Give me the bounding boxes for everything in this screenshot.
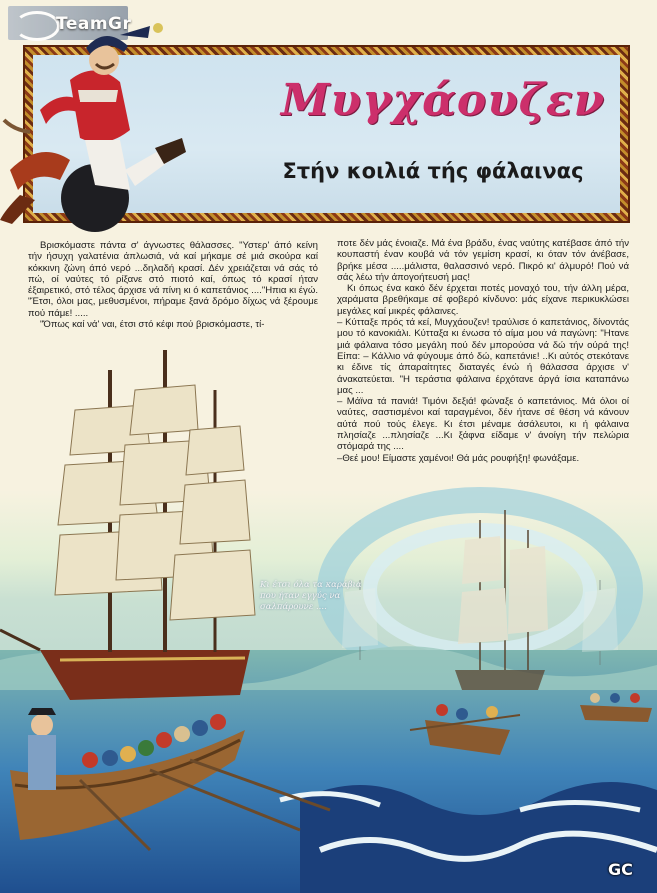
logo-text: TeamGr [56, 14, 132, 34]
paragraph: – Κύτταξε πρός τά κεί, Μυγχάουζεν! τραύλισε ό καπετάνιος, δίνοντάς μου τό κανοκιάλι. Κύτταξα κι ένωσα τό αίμα μου νά παγώνη: "Ητανε μιά φάλαινα τόσο μεγάλη πού δέν μπορούσα νά δώ τήν ούρά της! Είπα: – Κάλλιο νά φύγουμε άπό δώ, καπετάνιε! ..Κι αύτός στεκότανε κι έδινε τίς άπαραίτητες διαταγές ένώ ή θάλασσα άρχισε ν' άνακατεύεται. "Η τεράστια φάλαινα έρχότανε άργά ίσια καταπάνω μας ... [337, 317, 629, 396]
munchausen-illustration [0, 20, 200, 235]
paragraph: –Θεέ μου! Είμαστε χαμένοι! Θά μάς ρουφήξη! φωνάξαμε. [337, 452, 580, 464]
paragraph: ποτε δέν μάς ένοιαζε. Μά ένα βράδυ, ένας ναύτης κατέβασε άπό τήν κουπαστή έναν κουβά νά τόν γεμίση κρασί, κι όταν τόν άνέβασε, βρήκε μέσα .....μάλιστα, θαλασσινό νερό. Πικρό κι' άλμυρό! Πού νά σάς λέω τήν άπογοήτευσή μας! [337, 238, 629, 283]
paragraph: Βρισκόμαστε πάντα σ' άγνωστες θάλασσες. "Υστερ' άπό κείνη τήν ήσυχη γαλατένια άπλωσιά, νά καί μήκαμε σέ μιά σκούρα καί κόκκινη ζώνη άπό νερό ...δηλαδή κρασί. Δέν χρειάζεται νά σάς τό πώ, οί ναύτες τό ρίξανε στό πιοτό καί, όπως τό κρασί ήταν έξαιρετικό, στό τέλος άρχισε νά πίνη κι ό καπετάνιος ...."Ηπια κι έγώ. "Έτσι, όλοι μας, μεθυσμένοι, πήραμε ξανά δρόμο δίχως νά ξέρουμε πού πάμε! ..... [28, 240, 318, 319]
page-subtitle: Στήν κοιλιά τής φάλαινας [282, 159, 584, 183]
page-title: Μυγχάουζεν [280, 75, 606, 126]
paragraph: – Μάϊνα τά πανιά! Τιμόνι δεξιά! φώναξε ό καπετάνιος. Μά όλοι οί ναύτες, σαστισμένοι καί ταραγμένοι, δέν ήτανε σέ θέση νά κάνουν αύτά πού τούς έλεγε. Κι έτσι μέναμε άσάλευτοι, κι ή φάλαινα πλησίαζε ...πλησίαζε ...Κι ξάφνα είδαμε ν' άνοίγη τήν πελώρια στόμαρά της .... [337, 396, 629, 453]
gc-corner-mark: GC [608, 860, 633, 879]
paragraph: "Όπως καί νά' ναι, έτσι στό κέφι πού βρισκόμαστε, τί- [40, 319, 265, 331]
illustration-caption: Κι έτσι όλα τα καράβια που ήταν εγγύς να σαλπάρουνε .... [260, 580, 362, 612]
paragraph: Κι όπως ένα κακό δέν έρχεται ποτές μοναχό του, τήν άλλη μέρα, χαράματα βρεθήκαμε σέ φοβερό κίνδυνο: μάς είχανε περικυκλώσει μεγάλες καί μικρές φάλαινες. [337, 283, 629, 317]
text-column-left [28, 240, 318, 330]
